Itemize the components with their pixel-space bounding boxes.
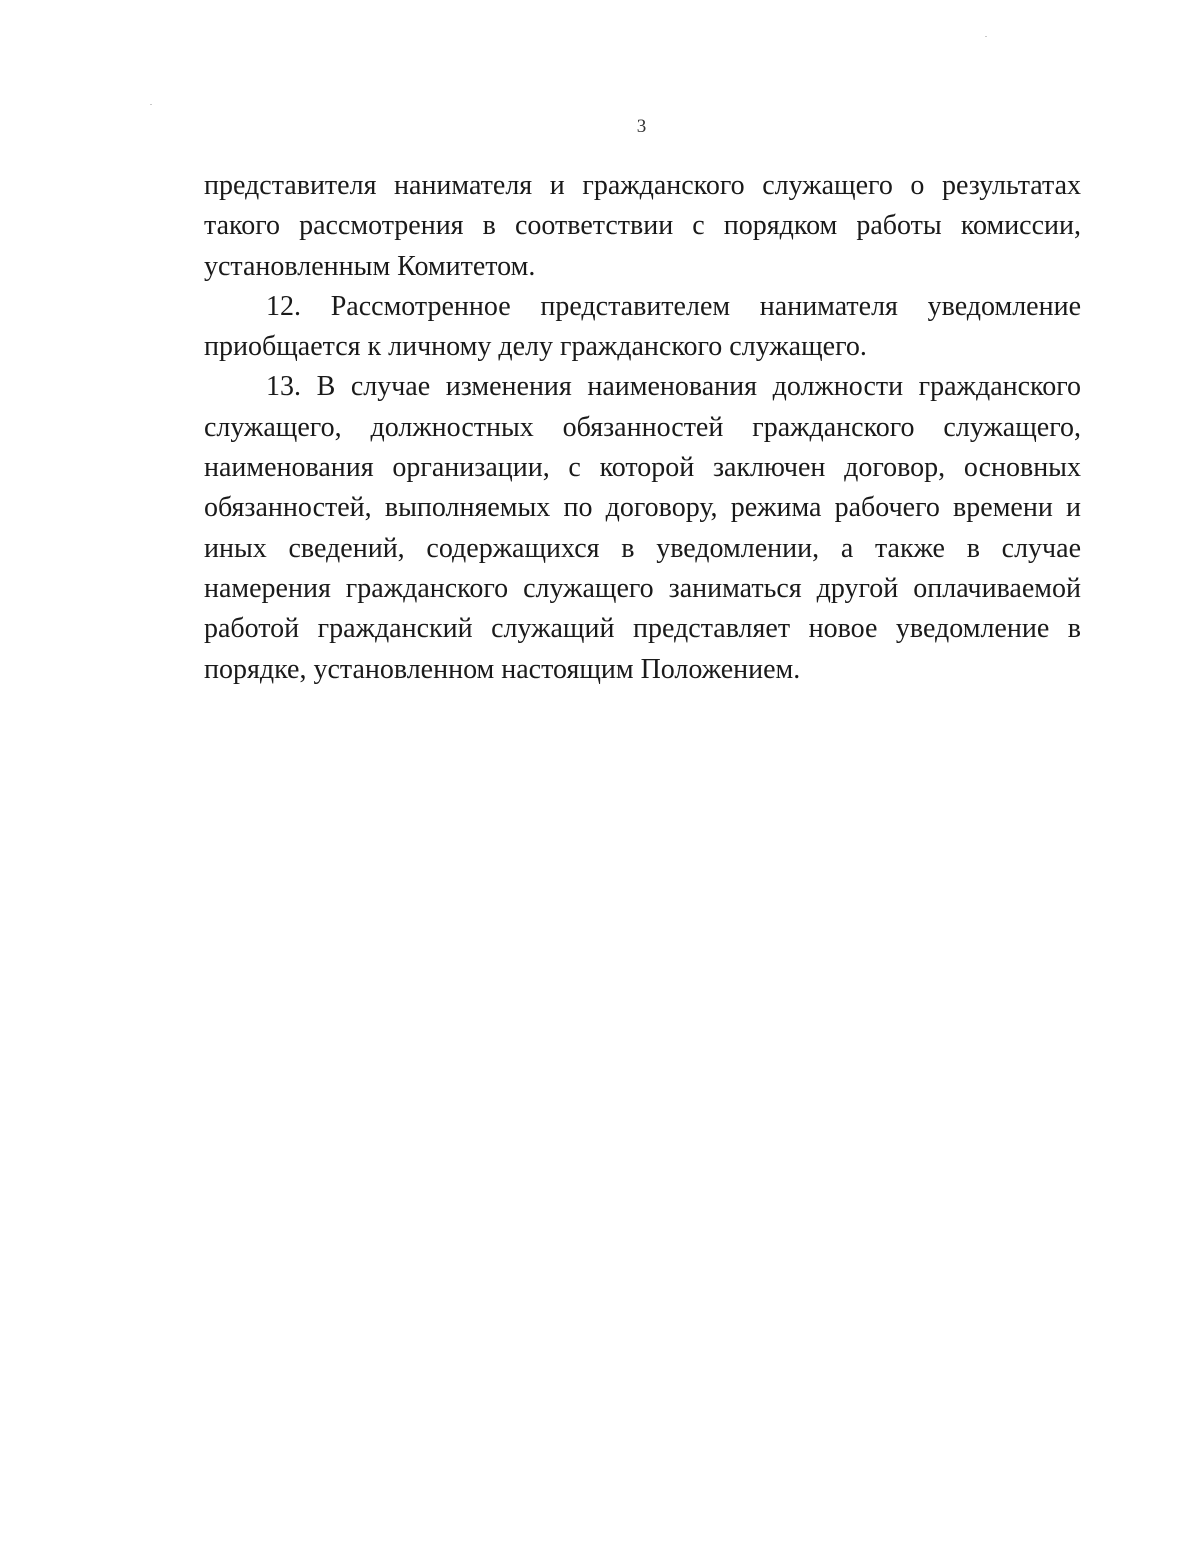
paragraph-12: 12. Рассмотренное представителем нанимателя уведомление приобщается к личному делу гражданского служащего. [204,290,1081,363]
scan-speck [985,36,987,37]
document-body [204,166,1081,690]
scan-speck [150,104,152,105]
paragraph-continuation: представителя нанимателя и гражданского служащего о результатах такого рассмотрения в соответствии с порядком работы комиссии, установленным Комитетом. [204,170,1081,282]
page-number: 3 [636,116,647,137]
paragraph-13: 13. В случае изменения наименования должности гражданского служащего, должностных обязанностей гражданского служащего, наименования организации, с которой заключен договор, основных обязанностей, выполняемых по договору, режима рабочего времени и иных сведений, содержащихся в уведомлении, а также в случае намерения гражданского служащего заниматься другой оплачиваемой работой гражданский служащий представляет новое уведомление в порядке, установленном настоящим Положением. [204,371,1081,685]
